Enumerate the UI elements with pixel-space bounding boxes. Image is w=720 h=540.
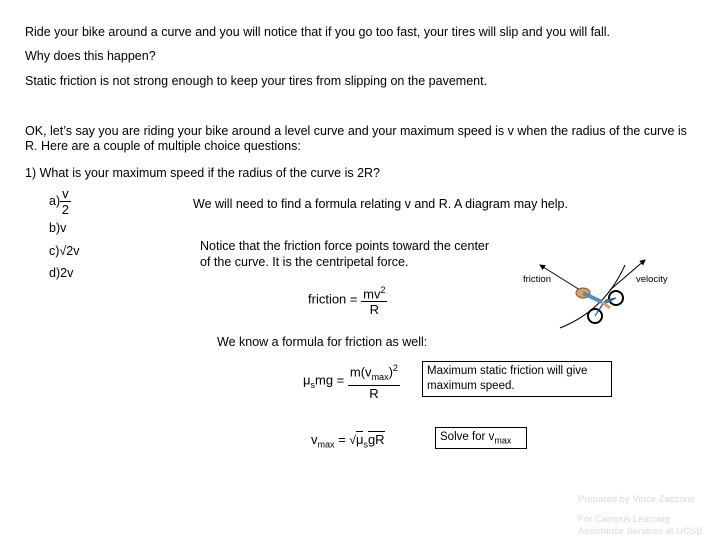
- max-static-box: Maximum static friction will give maximum speed.: [422, 361, 612, 397]
- equation-friction: friction = $\frac{mv^2}{R}$: [308, 285, 386, 318]
- solve-box: Solve for $v_{max}$: [435, 427, 527, 449]
- friction-note: Notice that the friction force points toward the center of the curve. It is the centripetal force.: [200, 239, 490, 269]
- intro-text: Ride your bike around a curve and you will notice that if you go too fast, your tires will slip and you will fall.: [25, 25, 611, 39]
- know-formula-text: We know a formula for friction as well:: [217, 335, 428, 349]
- choice-b: b)v: [49, 221, 67, 235]
- footer-line3: Assistance Services at UCSB: [578, 526, 703, 537]
- choice-c: c)√2v: [49, 244, 80, 258]
- friction-label: friction: [523, 274, 551, 285]
- question-text: Why does this happen?: [25, 49, 156, 63]
- equation-vmax: $v_{max} = √\mu_sgR$: [311, 432, 385, 450]
- question-1: 1) What is your maximum speed if the radius of the curve is 2R?: [25, 166, 381, 180]
- choice-a: a) $\frac{v}{2}$: [49, 186, 69, 217]
- sqrt-icon: √: [349, 433, 356, 447]
- setup-text: OK, let’s say you are riding your bike around a level curve and your maximum speed is v when the radius of the curve is R. Here are a couple of multiple choice questions:: [25, 124, 687, 153]
- answer-text: Static friction is not strong enough to keep your tires from slipping on the pavement.: [25, 74, 488, 88]
- footer-credit: Prepared by Vince Zaccone: [578, 494, 696, 505]
- footer-line2: For Campus Learning: [578, 514, 670, 525]
- choice-d: d)2v: [49, 266, 74, 280]
- velocity-label: velocity: [636, 274, 668, 285]
- bike-curve-diagram: [520, 250, 710, 340]
- equation-static-friction: $\mu_smg$ = $\frac{m(v_{max})^2}{R}$: [303, 363, 398, 401]
- choice-a-fraction: $\frac{v}{2}$: [61, 186, 69, 217]
- formula-hint: We will need to find a formula relating v and R. A diagram may help.: [193, 197, 568, 211]
